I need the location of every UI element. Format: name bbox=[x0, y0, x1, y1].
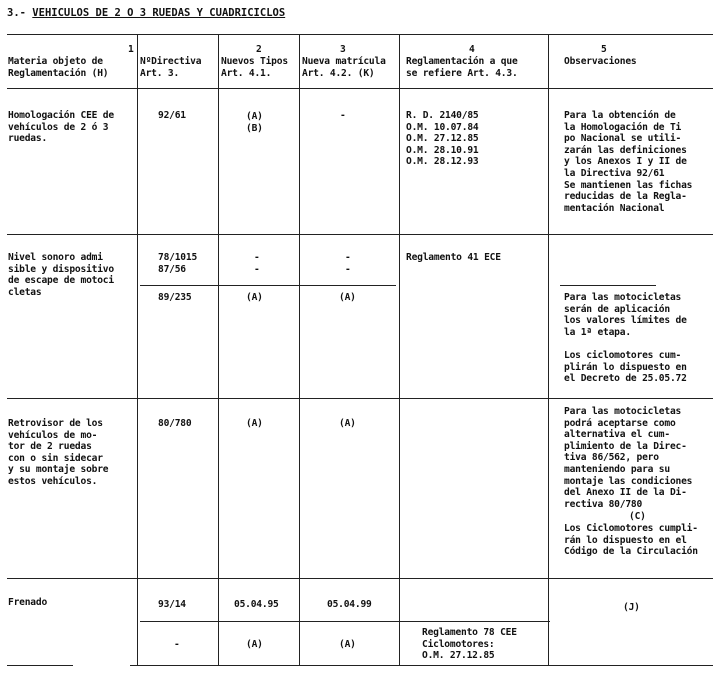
row1-bottom-rule bbox=[7, 234, 713, 235]
row1-directiva: 92/61 bbox=[158, 110, 186, 121]
row4-directiva-b: - bbox=[174, 639, 180, 650]
row2-directiva-b: 89/235 bbox=[158, 292, 192, 303]
row4-nuevos-b: (A) bbox=[246, 639, 263, 650]
col-rule-3 bbox=[299, 34, 300, 665]
section-title-text: VEHICULOS DE 2 O 3 RUEDAS Y CUADRICICLOS bbox=[32, 7, 286, 19]
row3-observaciones-note-c: (C) bbox=[629, 511, 646, 522]
row4-reglamentacion-b: Reglamento 78 CEE Ciclomotores: O.M. 27.12.85 bbox=[422, 627, 517, 662]
col4-header: Nueva matrícula Art. 4.2. (K) bbox=[302, 56, 386, 79]
row2-observaciones-b: Para las motocicletas serán de aplicación los valores límites de la 1ª etapa. Los ciclomotores cum- plirán lo dispuesto en el Decreto de 25.05.72 bbox=[564, 292, 687, 385]
row2-bottom-rule bbox=[7, 398, 713, 399]
row4-directiva-a: 93/14 bbox=[158, 599, 186, 610]
row4-matricula-a: 05.04.99 bbox=[327, 599, 372, 610]
col6-number: 5 bbox=[601, 44, 607, 55]
header-bottom-rule bbox=[7, 88, 713, 89]
row4-materia: Frenado bbox=[8, 597, 48, 608]
table-bottom-rule-left bbox=[7, 665, 73, 666]
row2-directiva-a: 78/1015 87/56 bbox=[158, 252, 198, 275]
row4-matricula-b: (A) bbox=[339, 639, 356, 650]
row3-bottom-rule bbox=[7, 578, 713, 579]
row2-mid-rule-obs bbox=[560, 285, 656, 286]
row2-nuevos-b: (A) bbox=[246, 292, 263, 303]
col1-header: Materia objeto de Reglamentación (H) bbox=[8, 56, 109, 79]
col6-header: Observaciones bbox=[564, 56, 637, 67]
row1-nuevos: (A) (B) bbox=[246, 111, 263, 134]
col1-number: 1 bbox=[128, 44, 134, 55]
col4-number: 3 bbox=[340, 44, 346, 55]
table-bottom-rule bbox=[130, 665, 713, 666]
row3-nuevos: (A) bbox=[246, 418, 263, 429]
row1-matricula: - bbox=[340, 110, 346, 121]
row4-mid-rule bbox=[140, 621, 550, 622]
col-rule-1 bbox=[137, 34, 138, 665]
row3-directiva: 80/780 bbox=[158, 418, 192, 429]
row3-materia: Retrovisor de los vehículos de mo- tor de 2 ruedas con o sin sidecar y su montaje sobre estos vehículos. bbox=[8, 418, 109, 487]
row2-reglamentacion-a: Reglamento 41 ECE bbox=[406, 252, 501, 263]
col-rule-2 bbox=[218, 34, 219, 665]
col2-header: NºDirectiva Art. 3. bbox=[140, 56, 202, 79]
section-title-prefix: 3.- bbox=[7, 7, 33, 19]
row1-materia: Homologación CEE de vehículos de 2 ó 3 ruedas. bbox=[8, 110, 114, 145]
table-top-rule bbox=[7, 34, 713, 35]
col3-number: 2 bbox=[256, 44, 262, 55]
row3-matricula: (A) bbox=[339, 418, 356, 429]
row2-materia: Nivel sonoro admi sible y dispositivo de escape de motoci cletas bbox=[8, 252, 114, 298]
row2-matricula-a: - - bbox=[345, 252, 351, 275]
section-title bbox=[7, 7, 285, 19]
col3-header: Nuevos Tipos Art. 4.1. bbox=[221, 56, 288, 79]
col-rule-4 bbox=[399, 34, 400, 665]
row1-observaciones: Para la obtención de la Homologación de Ti po Nacional se utili- zarán las definiciones y los Anexos I y II de la Directiva 92/61 Se mantienen las fichas reducidas de la Regla- mentación Nacional bbox=[564, 110, 693, 214]
col5-number: 4 bbox=[469, 44, 475, 55]
row2-mid-rule bbox=[140, 285, 396, 286]
row3-observaciones: Para las motocicletas podrá aceptarse como alternativa el cum- plimiento de la Direc- tiva 86/562, pero manteniendo para su montaje las condiciones del Anexo II de la Di- rectiva 80/780 bbox=[564, 406, 693, 510]
row4-observaciones-a: (J) bbox=[623, 602, 640, 613]
col-rule-5 bbox=[548, 34, 549, 665]
col5-header: Reglamentación a que se refiere Art. 4.3. bbox=[406, 56, 518, 79]
row2-nuevos-a: - - bbox=[254, 252, 260, 275]
row2-matricula-b: (A) bbox=[339, 292, 356, 303]
row1-reglamentacion: R. D. 2140/85 O.M. 10.07.84 O.M. 27.12.85 O.M. 28.10.91 O.M. 28.12.93 bbox=[406, 110, 479, 168]
row4-nuevos-a: 05.04.95 bbox=[234, 599, 279, 610]
row3-observaciones-2: Los Ciclomotores cumpli- rán lo dispuesto en el Código de la Circulación bbox=[564, 523, 698, 558]
